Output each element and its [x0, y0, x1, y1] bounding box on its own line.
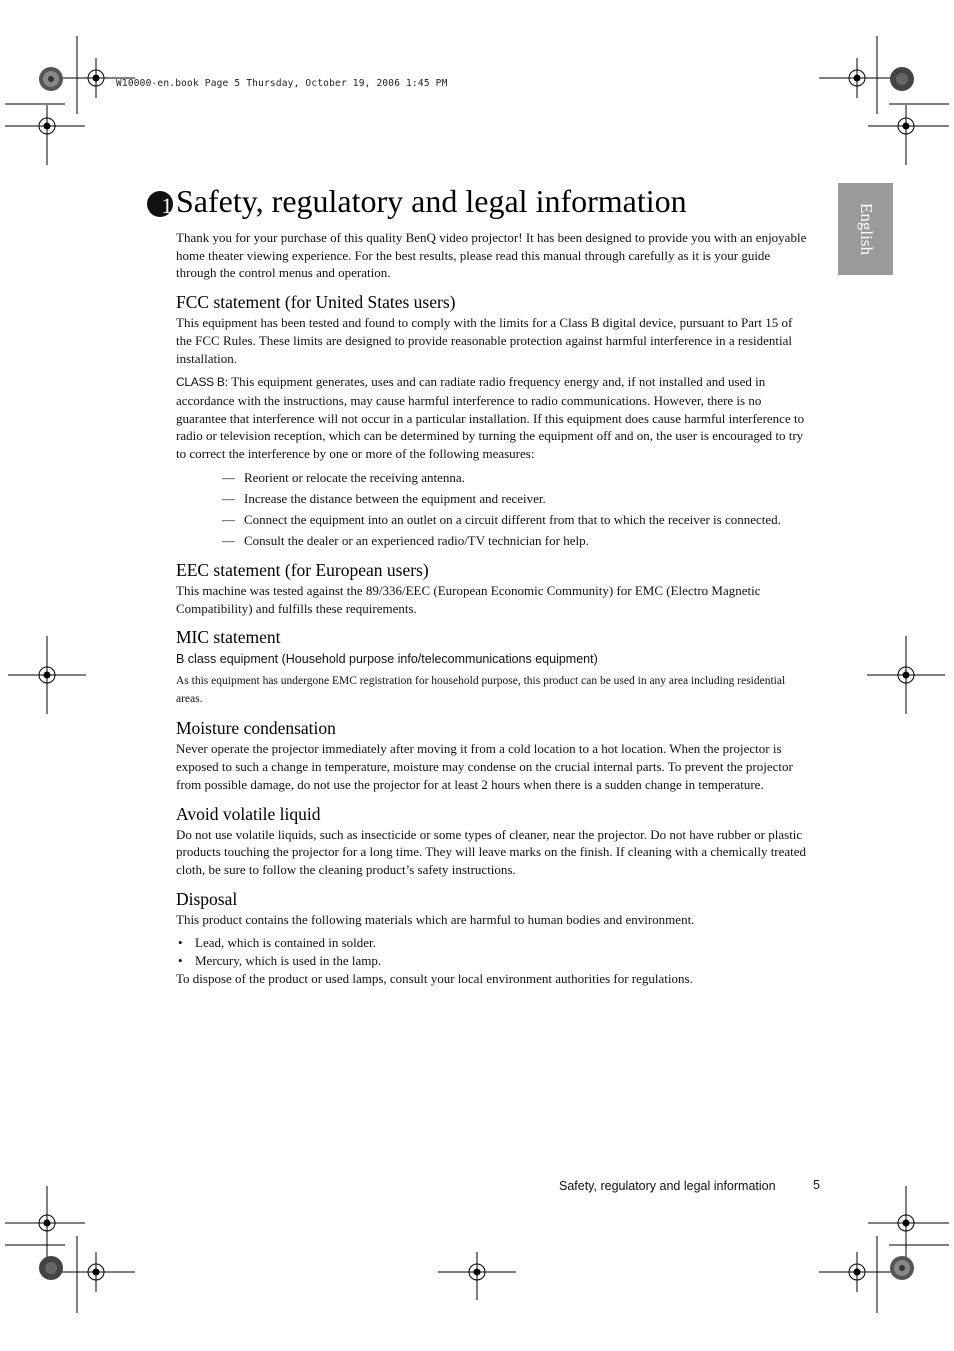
list-item-text: Increase the distance between the equipment and receiver. — [244, 490, 546, 506]
list-item-text: Lead, which is contained in solder. — [195, 935, 376, 951]
list-item — [222, 469, 810, 487]
list-item-text: Connect the equipment into an outlet on a circuit different from that to which the receiver is connected. — [244, 512, 781, 528]
eec-heading: EEC statement (for European users) — [176, 560, 429, 581]
language-tab-label: English — [857, 203, 876, 255]
dash-marker: — — [222, 469, 235, 485]
volatile-heading: Avoid volatile liquid — [176, 803, 321, 824]
list-item — [222, 511, 810, 529]
fcc-heading: FCC statement (for United States users) — [176, 292, 456, 313]
footer-title: Safety, regulatory and legal information — [559, 1179, 776, 1193]
list-item — [222, 532, 810, 550]
dash-marker: — — [222, 512, 235, 528]
list-item-text: Mercury, which is used in the lamp. — [195, 953, 382, 969]
class-b-label: CLASS B — [176, 375, 225, 390]
list-item — [222, 490, 810, 508]
fcc-paragraph-2 — [176, 373, 810, 463]
list-item — [176, 934, 810, 952]
intro-paragraph: Thank you for your purchase of this quality BenQ video projector! It has been designed to provide you with an enjoyable home theater viewing experience. For the best results, please read this manual through carefully as it is your guide through the control menus and operation. — [176, 230, 807, 281]
volatile-paragraph: Do not use volatile liquids, such as insecticide or some types of cleaner, near the projector. Do not have rubber or plastic products touching the projector for a long time. They will leave marks on the finish. If cleaning with a chemically treated cloth, be sure to follow the cleaning product’s safety instructions. — [176, 826, 807, 877]
print-header-info: W10000-en.book Page 5 Thursday, October 19, 2006 1:45 PM — [116, 78, 448, 89]
chapter-number: 1 — [161, 193, 173, 218]
fcc-paragraph-2-text: : This equipment generates, uses and can radiate radio frequency energy and, if not installed and used in accordance with the instructions, may cause harmful interference to radio communications. However, there is no guarantee that interference will not occur in a particular installation. If this equipment does cause harmful interference to radio or television reception, which can be determined by turning the equipment off and on, the user is encouraged to try to correct the interference by one or more of the following measures: — [176, 374, 805, 462]
moisture-paragraph: Never operate the projector immediately after moving it from a cold location to a hot location. When the projector is exposed to such a change in temperature, moisture may condense on the crucial internal parts. To prevent the projector from possible damage, do not use the projector for at least 2 hours when there is a sudden change in temperature. — [176, 741, 793, 792]
fcc-paragraph-1: This equipment has been tested and found to comply with the limits for a Class B digital device, pursuant to Part 15 of the FCC Rules. These limits are designed to provide reasonable protection against harmful interference in a residential installation. — [176, 315, 793, 366]
bullet-marker: • — [178, 953, 183, 969]
disposal-closing: To dispose of the product or used lamps, consult your local environment authorities for regulations. — [176, 970, 693, 986]
dash-marker: — — [222, 490, 235, 506]
bullet-marker: • — [178, 935, 183, 951]
eec-paragraph: This machine was tested against the 89/336/EEC (European Economic Community) for EMC (Electro Magnetic Compatibility) and fulfills these requirements. — [176, 583, 761, 616]
disposal-heading: Disposal — [176, 888, 238, 909]
moisture-heading: Moisture condensation — [176, 718, 336, 739]
mic-heading: MIC statement — [176, 627, 281, 648]
list-item — [176, 952, 810, 970]
mic-paragraph: As this equipment has undergone EMC registration for household purpose, this product can be used in any area including residential areas. — [176, 675, 786, 705]
fcc-measures-list — [176, 469, 810, 550]
dash-marker: — — [222, 533, 235, 549]
language-tab — [838, 183, 893, 275]
disposal-paragraph: This product contains the following materials which are harmful to human bodies and environment. — [176, 911, 695, 927]
page-number: 5 — [813, 1178, 820, 1192]
mic-subheading: B class equipment (Household purpose info/telecommunications equipment) — [176, 652, 598, 667]
main-content — [176, 229, 810, 987]
list-item-text: Consult the dealer or an experienced radio/TV technician for help. — [244, 533, 589, 549]
disposal-materials-list — [176, 934, 810, 969]
list-item-text: Reorient or relocate the receiving antenna. — [244, 469, 465, 485]
page-title: Safety, regulatory and legal information — [176, 183, 687, 219]
chapter-number-icon — [145, 189, 175, 219]
